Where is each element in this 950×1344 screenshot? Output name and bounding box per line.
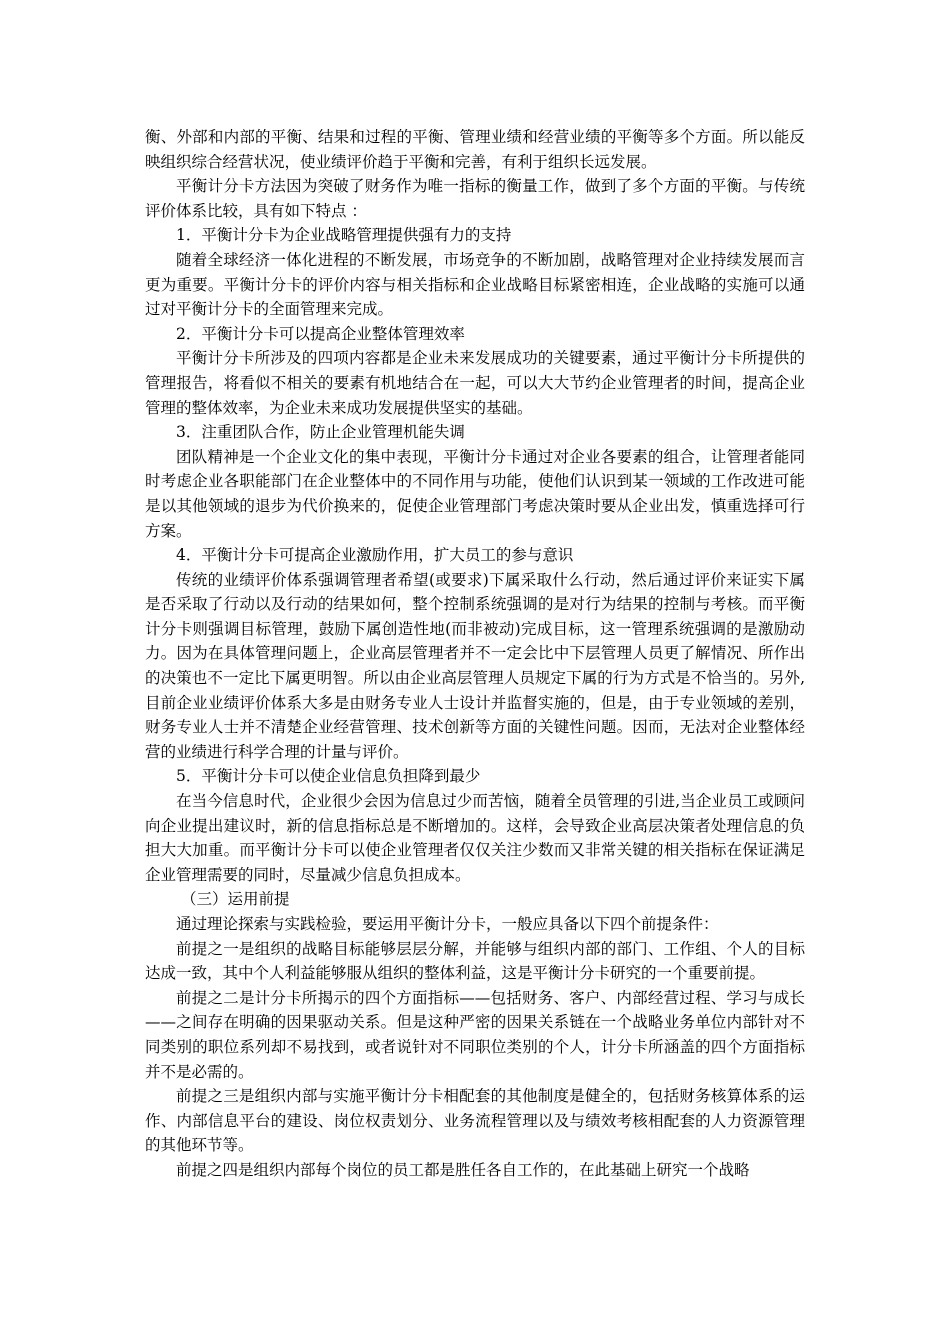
point-heading-2: 2．平衡计分卡可以提高企业整体管理效率	[176, 324, 465, 343]
paragraph-premise-2: 前提之二是计分卡所揭示的四个方面指标——包括财务、客户、内部经营过程、学习与成长——之间存在明确的因果驱动关系。但是这种严密的因果关系链在一个战略业务单位内部针对不同类别的职位系列却不易找到，或者说针对不同职位类别的个人，计分卡所涵盖的四个方面指标并不是必需的。	[145, 988, 805, 1081]
paragraph-point-2: 平衡计分卡所涉及的四项内容都是企业未来发展成功的关键要素，通过平衡计分卡所提供的管理报告，将看似不相关的要素有机地结合在一起，可以大大节约企业管理者的时间，提高企业管理的整体效率，为企业未来成功发展提供坚实的基础。	[145, 349, 805, 417]
point-heading-4: 4．平衡计分卡可提高企业激励作用，扩大员工的参与意识	[176, 546, 574, 565]
point-heading-5: 5．平衡计分卡可以使企业信息负担降到最少	[176, 767, 481, 786]
paragraph-point-3: 团队精神是一个企业文化的集中表现，平衡计分卡通过对企业各要素的组合，让管理者能同时考虑企业各职能部门在企业整体中的不同作用与功能，使他们认识到某一领域的工作改进可能是以其他领域的退步为代价换来的，促使企业管理部门考虑决策时要从企业出发，慎重选择可行方案。	[145, 447, 805, 540]
paragraph-continuation: 衡、外部和内部的平衡、结果和过程的平衡、管理业绩和经营业绩的平衡等多个方面。所以能反映组织综合经营状况，使业绩评价趋于平衡和完善，有利于组织长远发展。	[145, 128, 805, 171]
paragraph-intro: 平衡计分卡方法因为突破了财务作为唯一指标的衡量工作，做到了多个方面的平衡。与传统评价体系比较，具有如下特点 ：	[145, 177, 805, 220]
paragraph-point-4: 传统的业绩评价体系强调管理者希望(或要求)下属采取什么行动，然后通过评价来证实下属是否采取了行动以及行动的结果如何，整个控制系统强调的是对行为结果的控制与考核。而平衡计分卡则强调目标管理，鼓励下属创造性地(而非被动)完成目标，这一管理系统强调的是激励动力。因为在具体管理问题上，企业高层管理者并不一定会比中下层管理人员更了解情况、所作出的决策也不一定比下属更明智。所以由企业高层管理人员规定下属的行为方式是不恰当的。另外,目前企业业绩评价体系大多是由财务专业人士设计并监督实施的，但是，由于专业领域的差别，财务专业人士并不清楚企业经营管理、技术创新等方面的关键性问题。因而，无法对企业整体经营的业绩进行科学合理的计量与评价。	[145, 570, 805, 761]
section-heading: （三）运用前提	[181, 890, 290, 909]
document-page	[145, 125, 805, 1183]
point-heading-1: 1．平衡计分卡为企业战略管理提供强有力的支持	[176, 226, 512, 245]
paragraph-premise-3: 前提之三是组织内部与实施平衡计分卡相配套的其他制度是健全的，包括财务核算体系的运作、内部信息平台的建设、岗位权责划分、业务流程管理以及与绩效考核相配套的人力资源管理的其他环节等。	[145, 1087, 805, 1155]
paragraph-point-1: 随着全球经济一体化进程的不断发展，市场竞争的不断加剧，战略管理对企业持续发展而言更为重要。平衡计分卡的评价内容与相关指标和企业战略目标紧密相连，企业战略的实施可以通过对平衡计分卡的全面管理来完成。	[145, 250, 805, 319]
point-heading-3: 3．注重团队合作，防止企业管理机能失调	[176, 423, 465, 442]
paragraph-premise-1: 前提之一是组织的战略目标能够层层分解，并能够与组织内部的部门、工作组、个人的目标达成一致，其中个人利益能够服从组织的整体利益，这是平衡计分卡研究的一个重要前提。	[145, 939, 805, 983]
paragraph-premise-4: 前提之四是组织内部每个岗位的员工都是胜任各自工作的，在此基础上研究一个战略	[176, 1160, 750, 1179]
paragraph-section-intro: 通过理论探索与实践检验，要运用平衡计分卡，一般应具备以下四个前提条件：	[176, 915, 719, 933]
paragraph-point-5: 在当今信息时代，企业很少会因为信息过少而苦恼，随着全员管理的引进,当企业员工或顾问向企业提出建议时，新的信息指标总是不断增加的。这样，会导致企业高层决策者处理信息的负担大大加重。而平衡计分卡可以使企业管理者仅仅关注少数而又非常关键的相关指标在保证满足企业管理需要的同时，尽量减少信息负担成本。	[145, 792, 805, 884]
